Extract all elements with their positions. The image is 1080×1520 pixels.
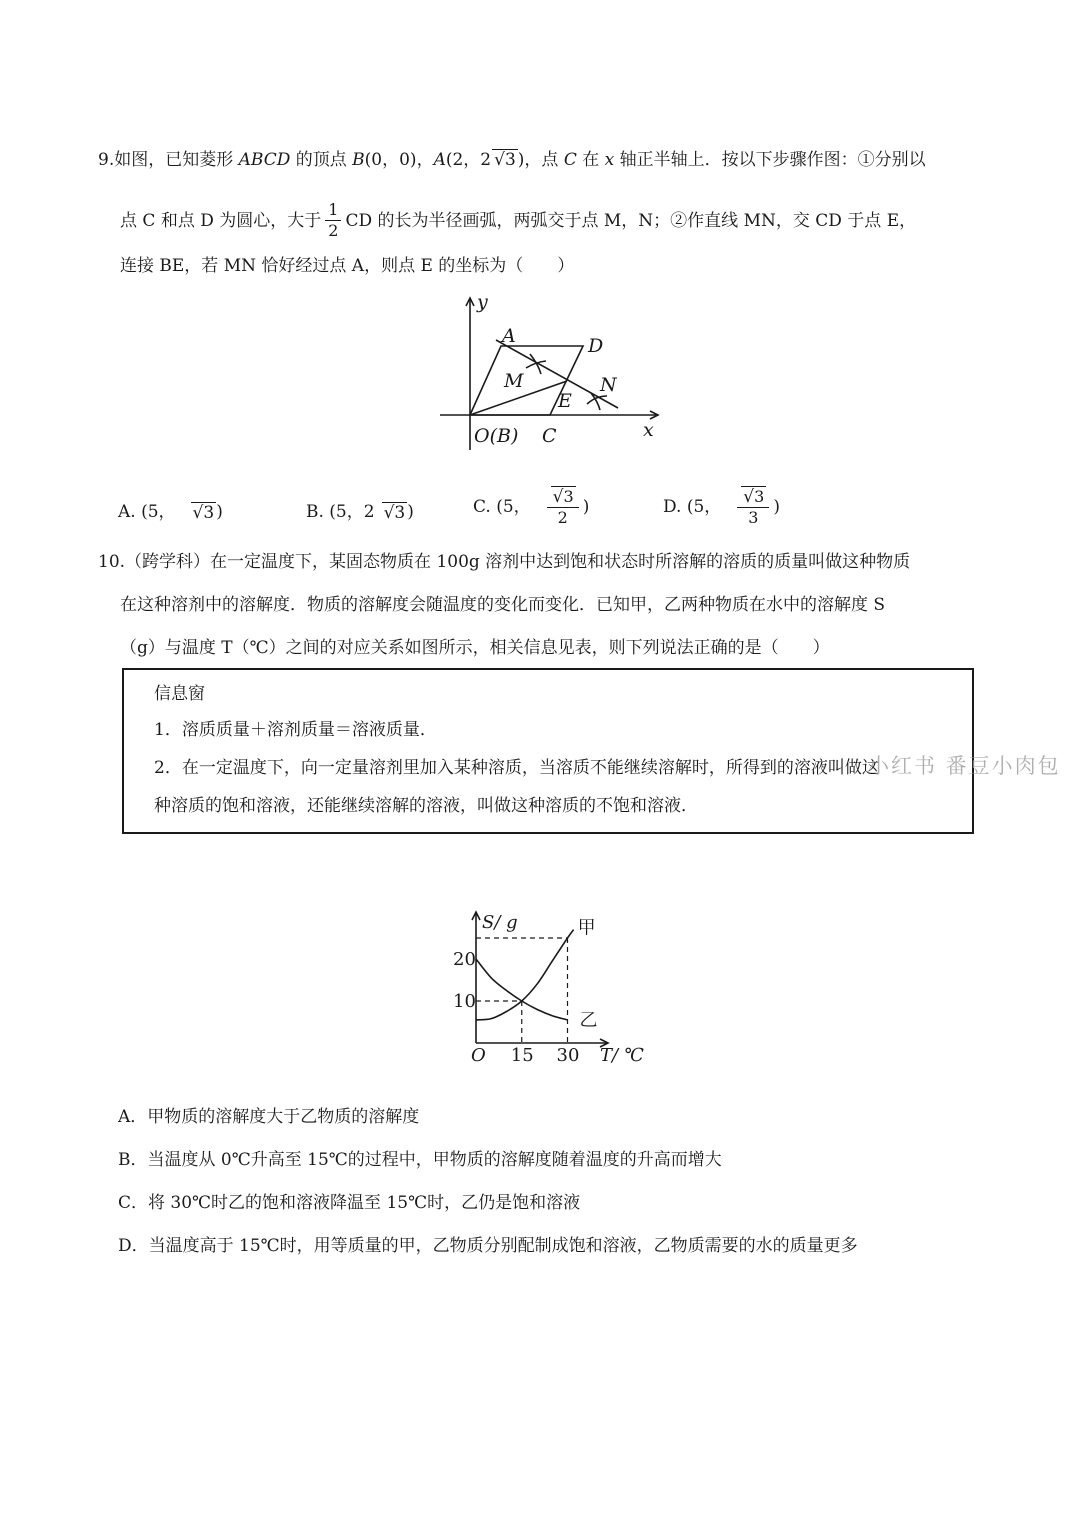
- series-label-1: 甲: [577, 917, 596, 939]
- option-text: D. (5，: [663, 497, 722, 517]
- label-y: y: [477, 291, 488, 313]
- info-item-1: 1．溶质质量＋溶剂质量＝溶液质量．: [154, 720, 437, 740]
- q9-point-a: A: [433, 150, 446, 170]
- label-m: M: [504, 370, 524, 392]
- y-tick-label: 20: [453, 949, 476, 970]
- label-e: E: [558, 390, 572, 412]
- info-item-2: 2．在一定温度下，向一定量溶剂里加入某种溶质，当溶质不能继续溶解时，所得到的溶液叫做这: [154, 758, 879, 778]
- x-axis-label: T/ ℃: [600, 1045, 644, 1066]
- x-tick-label: 15: [510, 1045, 534, 1066]
- watermark: 小红书 番豆小肉包: [868, 754, 1061, 778]
- q9-point-b: B: [352, 150, 365, 170]
- q9-option-a[interactable]: [118, 500, 223, 524]
- q10-option-d[interactable]: D．当温度高于 15℃时，用等质量的甲，乙物质分别配制成饱和溶液，乙物质需要的水的质量更多: [118, 1236, 858, 1256]
- option-text: ): [216, 502, 223, 522]
- label-origin-b: O(B): [474, 425, 519, 447]
- q9-text: (0，0)，: [364, 150, 434, 170]
- info-window: [122, 668, 974, 834]
- fraction-numerator: 1: [325, 200, 341, 221]
- option-text: ): [773, 497, 780, 517]
- fraction-denominator: 2: [328, 221, 339, 240]
- solubility-chart: [440, 900, 660, 1075]
- fraction-denominator: 3: [748, 508, 759, 527]
- q9-line-3: 连接 BE，若 MN 恰好经过点 A，则点 E 的坐标为（ ）: [120, 256, 575, 276]
- q9-option-c[interactable]: [473, 486, 589, 528]
- q9-option-b[interactable]: [306, 500, 414, 524]
- q9-axis-x: x: [604, 150, 615, 170]
- series-line-1: [476, 930, 574, 1020]
- label-x: x: [643, 419, 654, 441]
- label-n: N: [600, 374, 617, 396]
- q10-option-b[interactable]: B．当温度从 0℃升高至 15℃的过程中，甲物质的溶解度随着温度的升高而增大: [118, 1150, 722, 1170]
- q10-line-2: 在这种溶剂中的溶解度．物质的溶解度会随温度的变化而变化．已知甲，乙两种物质在水中的溶解度 S: [120, 595, 886, 615]
- fraction-numerator: √3: [737, 486, 769, 508]
- option-radicand: 3: [563, 487, 574, 506]
- q10-line-3: （g）与温度 T（℃）之间的对应关系如图所示，相关信息见表，则下列说法正确的是（ ）: [120, 638, 830, 658]
- option-sqrt: √3: [192, 502, 215, 523]
- q9-line-1: [98, 148, 926, 172]
- q9-text: 的顶点: [290, 150, 353, 170]
- q9-point-c: C: [563, 150, 577, 170]
- option-radicand: 3: [394, 502, 406, 523]
- x-tick-label: 30: [556, 1045, 580, 1066]
- q10-line-1: 10.（跨学科）在一定温度下，某固态物质在 100g 溶剂中达到饱和状态时所溶解的溶质的质量叫做这种物质: [98, 552, 911, 572]
- q9-text: (2，2: [445, 150, 492, 170]
- option-fraction: [737, 486, 769, 528]
- y-axis-label: S/ g: [482, 912, 518, 933]
- y-tick-label: 10: [453, 991, 476, 1012]
- fraction-denominator: 2: [557, 508, 568, 527]
- option-text: ): [582, 497, 590, 517]
- option-fraction: [547, 486, 579, 528]
- q9-text: 在: [576, 150, 605, 170]
- option-text: C. (5，: [473, 497, 531, 517]
- q9-radicand: 3: [504, 150, 516, 170]
- q9-rhombus-name: ABCD: [238, 150, 291, 170]
- option-text: A. (5，: [118, 502, 176, 522]
- q10-option-a[interactable]: A．甲物质的溶解度大于乙物质的溶解度: [118, 1107, 420, 1127]
- q9-text: )，点: [517, 150, 564, 170]
- fraction-numerator: √3: [547, 486, 579, 508]
- option-text: ): [407, 502, 414, 522]
- q9-option-d[interactable]: [663, 486, 780, 528]
- option-radicand: 3: [203, 502, 215, 523]
- q10-option-c[interactable]: C．将 30℃时乙的饱和溶液降温至 15℃时，乙仍是饱和溶液: [118, 1193, 581, 1213]
- q9-text: 点 C 和点 D 为圆心，大于: [120, 210, 322, 231]
- option-radicand: 3: [754, 487, 765, 506]
- label-a: A: [502, 325, 516, 347]
- q9-text: 轴正半轴上．按以下步骤作图：①分别以: [614, 150, 926, 170]
- option-text: B. (5，2: [306, 502, 375, 522]
- q9-text: CD 的长为半径画弧，两弧交于点 M，N；②作直线 MN，交 CD 于点 E，: [345, 210, 917, 231]
- origin-label: O: [471, 1045, 486, 1066]
- label-c: C: [542, 425, 557, 447]
- q9-geometry-figure: [430, 290, 670, 455]
- q9-sqrt: √3: [494, 150, 516, 170]
- info-title: 信息窗: [154, 684, 205, 704]
- option-sqrt: √3: [383, 502, 406, 523]
- q9-line-2: [120, 200, 916, 241]
- info-item-2-cont: 种溶质的饱和溶液，还能继续溶解的溶液，叫做这种溶质的不饱和溶液．: [154, 796, 698, 816]
- q9-text: 9.如图，已知菱形: [98, 150, 239, 170]
- label-d: D: [588, 335, 604, 357]
- q9-fraction-half: [325, 200, 341, 241]
- series-label-2: 乙: [579, 1009, 598, 1031]
